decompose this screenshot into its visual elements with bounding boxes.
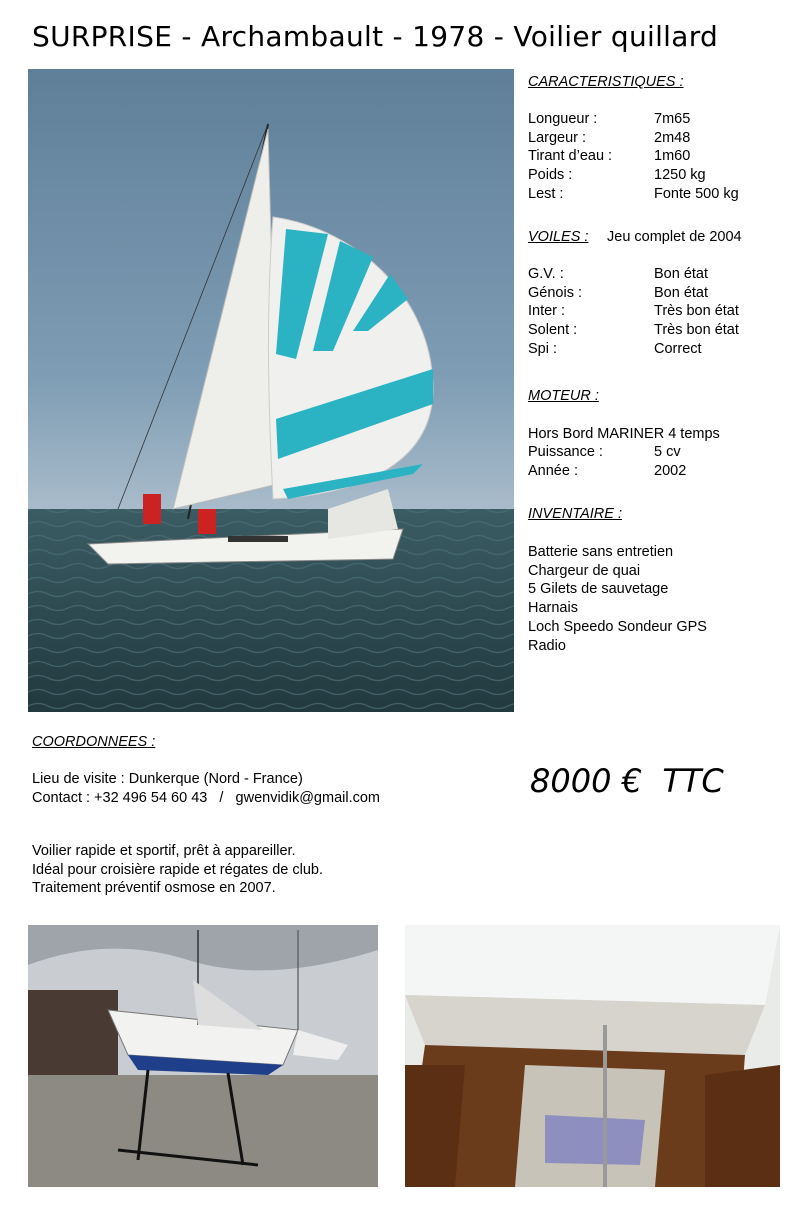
- spec-value: Très bon état: [654, 303, 739, 320]
- description-line: Idéal pour croisière rapide et régates de club.: [32, 861, 323, 878]
- list-item: 5 Gilets de sauvetage: [528, 581, 669, 598]
- caracteristiques-list: [528, 110, 739, 203]
- sailboat-photo: [28, 69, 514, 712]
- cabin-interior-photo: [405, 925, 780, 1187]
- spec-row: [528, 110, 739, 129]
- spec-row: [528, 129, 739, 148]
- list-item: Chargeur de quai: [528, 562, 641, 579]
- voiles-subtitle: Jeu complet de 2004: [607, 229, 742, 245]
- spec-label: Puissance :: [528, 444, 603, 460]
- spec-value: 1m60: [654, 148, 691, 165]
- spec-row: [528, 340, 739, 359]
- spec-value: Très bon état: [654, 322, 739, 339]
- spec-label: Génois :: [528, 284, 582, 301]
- spec-label: Largeur :: [528, 129, 587, 146]
- list-item: Harnais: [528, 600, 578, 617]
- spec-row: [528, 147, 739, 166]
- boat-on-cradle-photo: [28, 925, 378, 1187]
- voiles-heading: VOILES :: [528, 229, 589, 245]
- spec-label: Inter :: [528, 303, 566, 320]
- spec-value: 2m48: [654, 129, 691, 146]
- moteur-list: [528, 443, 686, 480]
- spec-value: Fonte 500 kg: [654, 185, 739, 202]
- moteur-line: Hors Bord MARINER 4 temps: [528, 426, 720, 442]
- spec-row: [528, 265, 739, 284]
- spec-value: Correct: [654, 340, 702, 357]
- list-item: Radio: [528, 637, 566, 654]
- spec-label: Spi :: [528, 340, 558, 357]
- list-item: Loch Speedo Sondeur GPS: [528, 618, 707, 635]
- coordonnees-heading: COORDONNEES :: [32, 734, 156, 750]
- description: [32, 842, 323, 898]
- description-line: Voilier rapide et sportif, prêt à appareiller.: [32, 843, 296, 859]
- page-title: SURPRISE - Archambault - 1978 - Voilier quillard: [32, 20, 719, 53]
- spec-label: G.V. :: [528, 266, 564, 282]
- inventaire-heading: INVENTAIRE :: [528, 506, 622, 522]
- spec-row: [528, 185, 739, 204]
- inventaire-list: [528, 543, 707, 655]
- spec-value: Bon état: [654, 284, 709, 301]
- visit-location: Lieu de visite : Dunkerque (Nord - France): [32, 771, 303, 787]
- spec-value: 7m65: [654, 111, 691, 127]
- spec-label: Lest :: [528, 185, 564, 202]
- spec-value: Bon état: [654, 266, 709, 282]
- spec-label: Longueur :: [528, 111, 598, 127]
- spec-row: [528, 321, 739, 340]
- spec-label: Poids :: [528, 167, 573, 184]
- spec-label: Solent :: [528, 322, 578, 339]
- spec-value: 5 cv: [654, 444, 681, 460]
- spec-row: [528, 166, 739, 185]
- spec-row: [528, 284, 739, 303]
- coordonnees-block: [32, 770, 380, 807]
- spec-label: Année :: [528, 462, 578, 479]
- voiles-list: [528, 265, 739, 358]
- list-item: Batterie sans entretien: [528, 544, 674, 560]
- spec-label: Tirant d’eau :: [528, 148, 613, 165]
- price: 8000 € TTC: [530, 762, 724, 800]
- spec-row: [528, 302, 739, 321]
- description-line: Traitement préventif osmose en 2007.: [32, 880, 276, 897]
- contact-line: Contact : +32 496 54 60 43 / gwenvidik@gmail.com: [32, 789, 381, 806]
- caracteristiques-heading: CARACTERISTIQUES :: [528, 74, 684, 90]
- spec-row: [528, 462, 686, 481]
- spec-value: 2002: [654, 462, 687, 479]
- moteur-heading: MOTEUR :: [528, 388, 599, 404]
- spec-row: [528, 443, 686, 462]
- spec-value: 1250 kg: [654, 167, 706, 184]
